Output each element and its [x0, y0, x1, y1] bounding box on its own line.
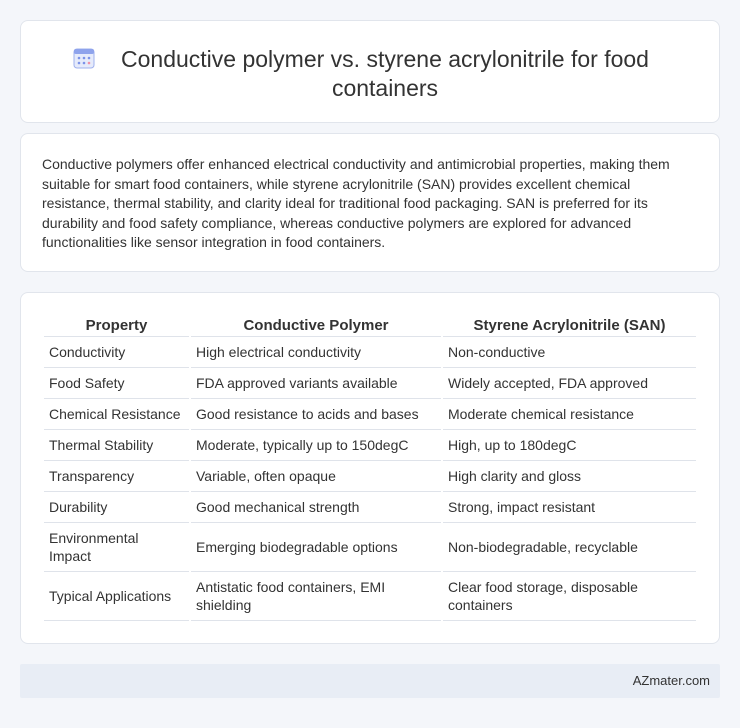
cell-san: High clarity and gloss: [443, 461, 696, 492]
cell-property: Transparency: [44, 461, 189, 492]
cell-property: Environmental Impact: [44, 523, 189, 572]
cell-conductive-polymer: High electrical conductivity: [191, 337, 441, 368]
table-row: [44, 572, 696, 621]
comparison-table: [42, 315, 698, 621]
cell-san: Non-biodegradable, recyclable: [443, 523, 696, 572]
table-header-row: [44, 315, 696, 337]
cell-property: Food Safety: [44, 368, 189, 399]
header-san: Styrene Acrylonitrile (SAN): [443, 315, 696, 337]
header-conductive-polymer: Conductive Polymer: [191, 315, 441, 337]
cell-conductive-polymer: Variable, often opaque: [191, 461, 441, 492]
cell-conductive-polymer: Antistatic food containers, EMI shielding: [191, 572, 441, 621]
cell-conductive-polymer: Good mechanical strength: [191, 492, 441, 523]
table-row: [44, 461, 696, 492]
cell-san: Moderate chemical resistance: [443, 399, 696, 430]
footer-brand: AZmater.com: [632, 673, 710, 688]
cell-san: Clear food storage, disposable containers: [443, 572, 696, 621]
cell-property: Thermal Stability: [44, 430, 189, 461]
cell-conductive-polymer: Good resistance to acids and bases: [191, 399, 441, 430]
table-row: [44, 337, 696, 368]
footer-bar: [20, 664, 720, 698]
table-row: [44, 492, 696, 523]
comparison-table-card: [20, 292, 720, 644]
header-property: Property: [44, 315, 189, 337]
cell-san: High, up to 180degC: [443, 430, 696, 461]
table-row: [44, 399, 696, 430]
table-row: [44, 523, 696, 572]
table-row: [44, 430, 696, 461]
cell-san: Widely accepted, FDA approved: [443, 368, 696, 399]
title-card: [20, 20, 720, 123]
cell-property: Durability: [44, 492, 189, 523]
cell-san: Strong, impact resistant: [443, 492, 696, 523]
intro-card: [20, 133, 720, 272]
cell-conductive-polymer: FDA approved variants available: [191, 368, 441, 399]
table-row: [44, 368, 696, 399]
intro-paragraph: Conductive polymers offer enhanced electrical conductivity and antimicrobial properties, making them suitable for smart food containers, while styrene acrylonitrile (SAN) provides excellent chemical resistance, thermal stability, and clarity ideal for traditional food packaging. SAN is preferred for its durability and food safety compliance, whereas conductive polymers are explored for advanced functionalities like sensor integration in food containers.: [42, 156, 670, 250]
cell-conductive-polymer: Moderate, typically up to 150degC: [191, 430, 441, 461]
cell-property: Typical Applications: [44, 572, 189, 621]
page-title: [21, 45, 719, 103]
cell-san: Non-conductive: [443, 337, 696, 368]
page-title-text: Conductive polymer vs. styrene acrylonitrile for food containers: [121, 46, 649, 101]
cell-property: Chemical Resistance: [44, 399, 189, 430]
cell-conductive-polymer: Emerging biodegradable options: [191, 523, 441, 572]
cell-property: Conductivity: [44, 337, 189, 368]
